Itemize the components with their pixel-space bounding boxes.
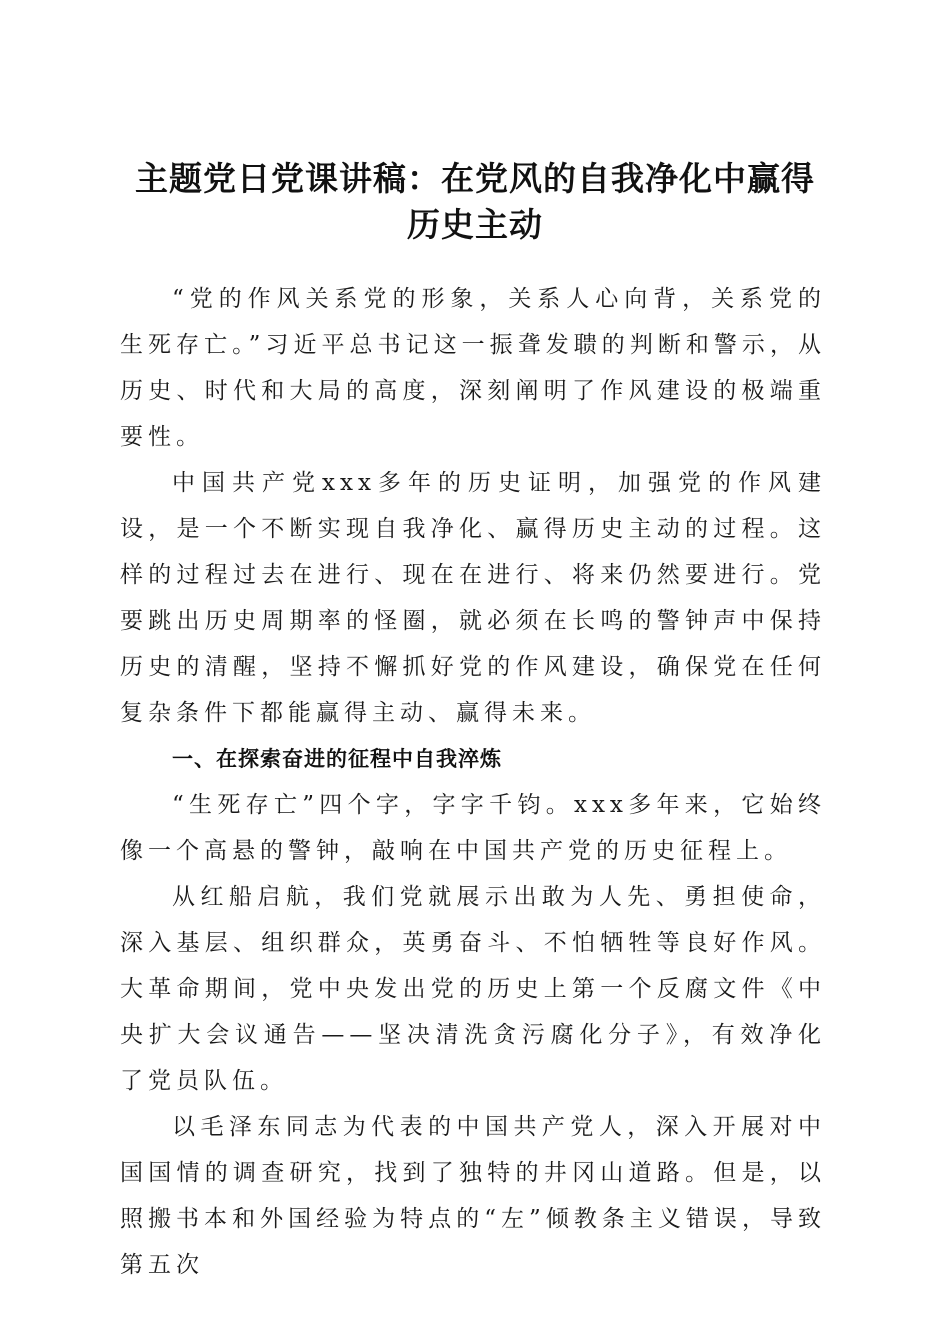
section1-paragraph-2: 从红船启航，我们党就展示出敢为人先、勇担使命，深入基层、组织群众，英勇奋斗、不怕牺牲等良好作风。大革命期间，党中央发出党的历史上第一个反腐文件《中央扩大会议通告——坚决清洗贪污腐化分子》，有效净化了党员队伍。 [120, 884, 826, 1094]
section-heading-1: 一、在探索奋进的征程中自我淬炼 [172, 747, 502, 771]
title-line-2: 历史主动 [407, 205, 543, 245]
intro-paragraph-2: 中国共产党xxx多年的历史证明，加强党的作风建设，是一个不断实现自我净化、赢得历史主动的过程。这样的过程过去在进行、现在在进行、将来仍然要进行。党要跳出历史周期率的怪圈，就必须在长鸣的警钟声中保持历史的清醒，坚持不懈抓好党的作风建设，确保党在任何复杂条件下都能赢得主动、赢得未来。 [120, 470, 826, 726]
title-line-1: 主题党日党课讲稿：在党风的自我净化中赢得 [135, 159, 815, 199]
document-body [120, 276, 826, 1288]
intro-paragraph-1: “党的作风关系党的形象，关系人心向背，关系党的生死存亡。”习近平总书记这一振聋发聩的判断和警示，从历史、时代和大局的高度，深刻阐明了作风建设的极端重要性。 [120, 286, 826, 450]
document-title [100, 156, 850, 248]
section1-paragraph-1: “生死存亡”四个字，字字千钧。xxx多年来，它始终像一个高悬的警钟，敲响在中国共产党的历史征程上。 [120, 792, 826, 864]
section1-paragraph-3: 以毛泽东同志为代表的中国共产党人，深入开展对中国国情的调查研究，找到了独特的井冈山道路。但是，以照搬书本和外国经验为特点的“左”倾教条主义错误，导致第五次 [120, 1114, 826, 1278]
